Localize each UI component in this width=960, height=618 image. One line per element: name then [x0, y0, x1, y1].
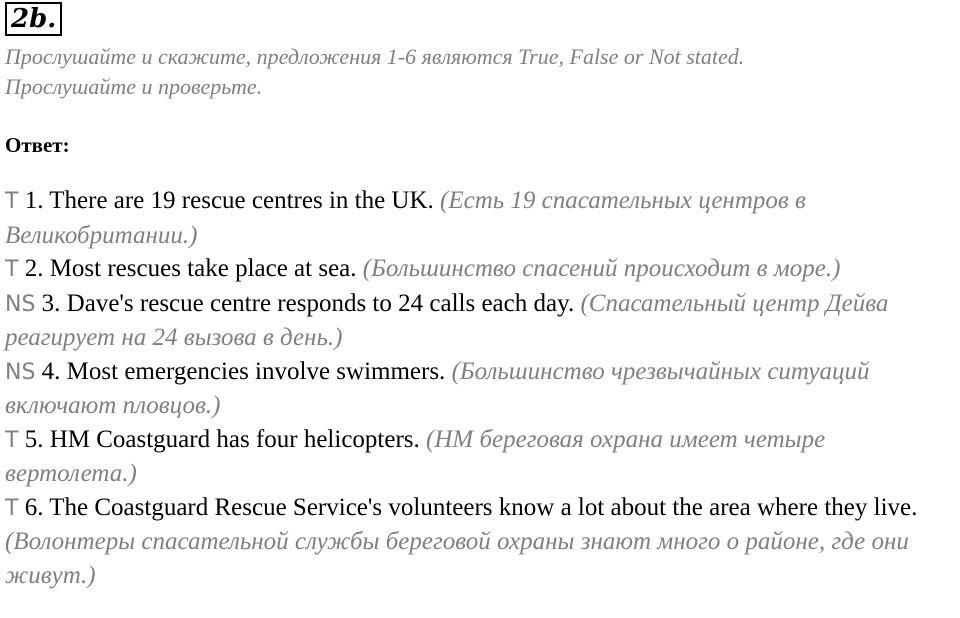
answer-mark: T — [5, 257, 19, 282]
answer-item — [5, 184, 957, 252]
answer-mark: T — [5, 427, 19, 453]
answer-translation: (Спасательный центр Дейва реагирует на 24 вызова в день.) — [5, 289, 889, 351]
answer-statement: 6. The Coastguard Rescue Service's volunteers know a lot about the area where they live. — [18, 493, 918, 521]
instruction-line: Прослушайте и скажите, предложения 1-6 являются True, False or Not stated. — [5, 44, 745, 69]
answer-statement: 5. HM Coastguard has four helicopters. — [18, 425, 427, 453]
answer-item — [5, 287, 957, 355]
answer-heading: Ответ: — [5, 133, 70, 157]
task-number-badge: 2b. — [5, 2, 62, 36]
answer-item — [5, 355, 957, 423]
answer-mark: NS — [5, 291, 36, 317]
answer-statement: 2. Most rescues take place at sea. — [18, 255, 363, 282]
answer-translation: (Большинство спасений происходит в море.) — [362, 255, 841, 282]
document-page — [5, 0, 957, 592]
answer-mark: T — [5, 495, 19, 521]
answer-item — [5, 252, 957, 287]
answer-statement: 3. Dave's rescue centre responds to 24 calls each day. — [35, 289, 581, 317]
answer-mark: T — [5, 189, 19, 214]
answer-list — [5, 184, 957, 592]
answer-item — [5, 491, 957, 593]
answer-item — [5, 423, 957, 491]
answer-statement: 4. Most emergencies involve swimmers. — [35, 357, 452, 385]
answer-translation: (Есть 19 спасательных центров в Великобритании.) — [5, 187, 806, 249]
answer-translation: (Большинство чрезвычайных ситуаций включают пловцов.) — [5, 357, 870, 419]
instruction-text — [5, 42, 957, 102]
answer-mark: NS — [5, 359, 36, 385]
answer-translation: (Волонтеры спасательной службы береговой охраны знают много о районе, где они живут.) — [5, 528, 909, 589]
answer-statement: 1. There are 19 rescue centres in the UK. — [18, 187, 441, 214]
instruction-line: Прослушайте и проверьте. — [5, 74, 263, 99]
answer-translation: (НМ береговая охрана имеет четыре вертолета.) — [5, 425, 826, 487]
